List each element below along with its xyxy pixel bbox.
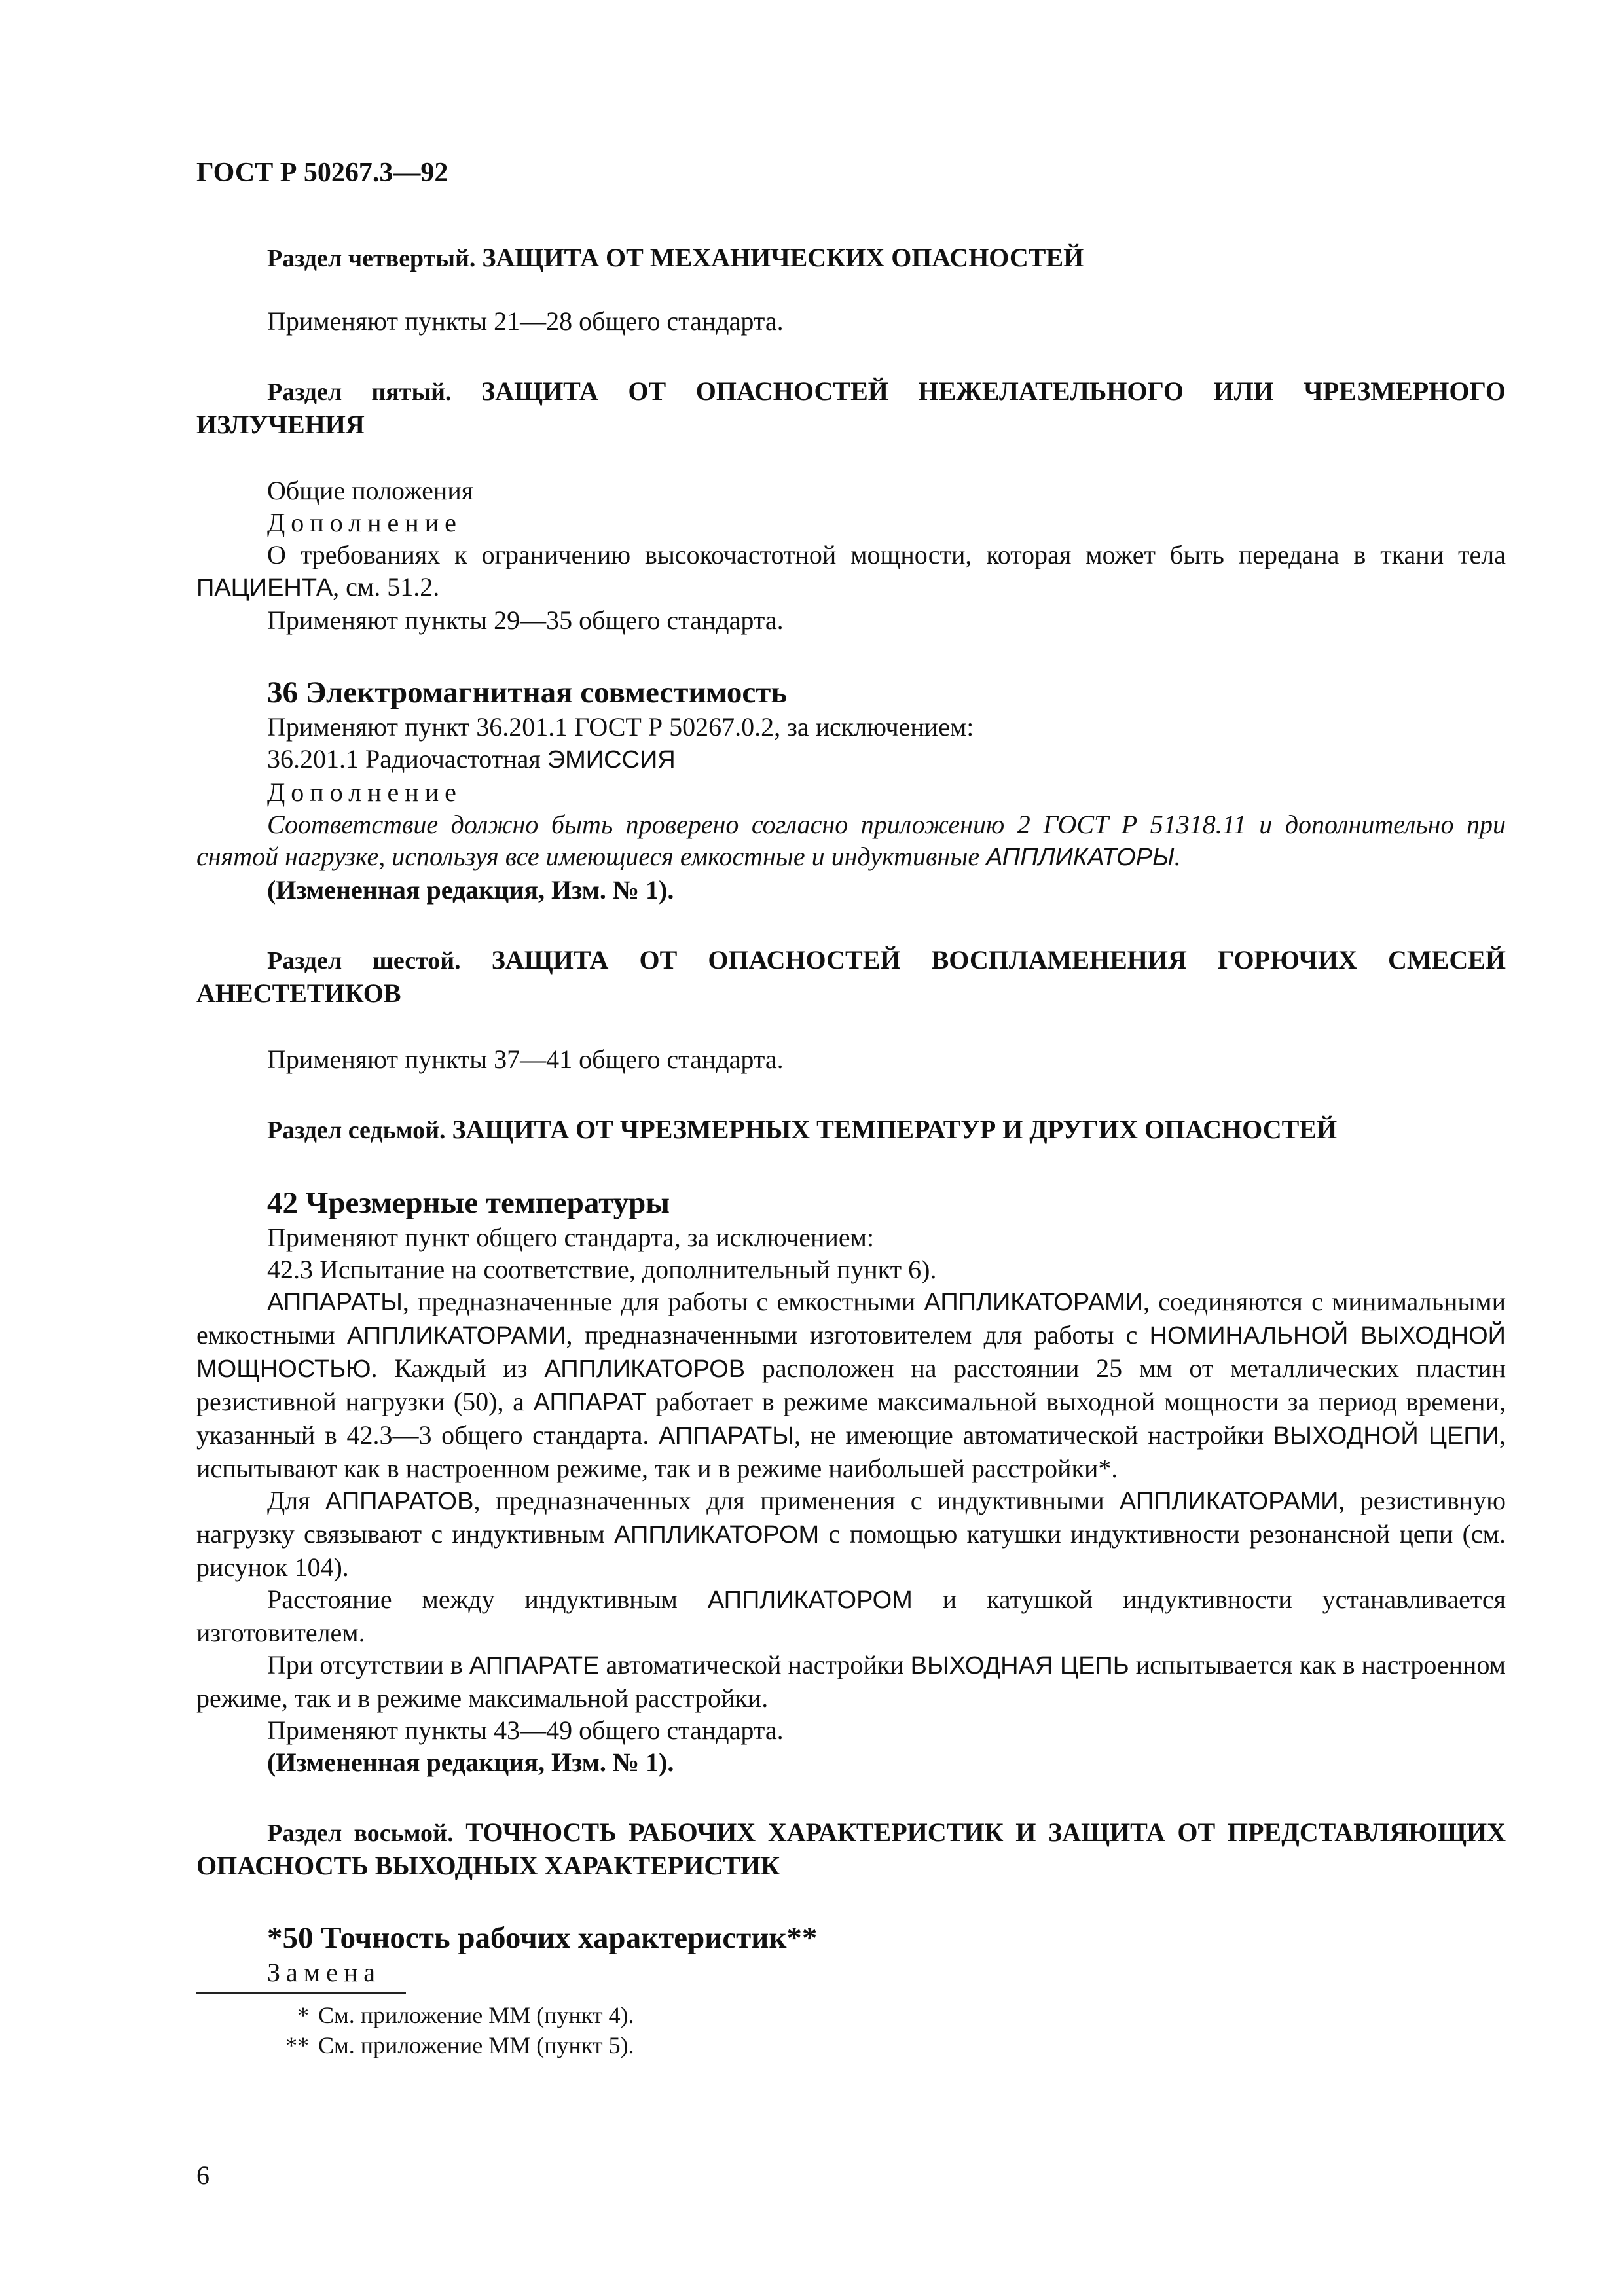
section-5-label: Раздел пятый. — [267, 378, 452, 406]
clause-36-heading: 36 Электромагнитная совместимость — [267, 675, 788, 709]
footnote-divider — [196, 1992, 406, 1994]
clause-36-amendment: (Измененная редакция, Изм. № 1). — [267, 875, 674, 905]
section-4-heading — [196, 242, 1506, 275]
clause-36-addition-label: Дополнение — [267, 778, 462, 807]
clause-36-subitem: 36.201.1 Радиочастотная ЭМИССИЯ — [267, 744, 676, 774]
document-page — [196, 157, 1506, 2060]
section-4-label: Раздел четвертый. — [267, 245, 476, 272]
clause-50-replacement-label: Замена — [267, 1958, 382, 1987]
section-5-general: Общие положения — [267, 476, 474, 505]
clause-42-paragraph-4: При отсутствии в АППАРАТЕ автоматической настройки ВЫХОДНАЯ ЦЕПЬ испытывается как в настроенном режиме, так и в режиме максимальной расстройки. — [196, 1650, 1506, 1713]
section-6-title: ЗАЩИТА ОТ ОПАСНОСТЕЙ ВОСПЛАМЕНЕНИЯ ГОРЮЧИХ СМЕСЕЙ АНЕСТЕТИКОВ — [196, 945, 1506, 1008]
footnotes — [196, 2000, 1506, 2060]
section-5-heading — [196, 375, 1506, 440]
section-5-title: ЗАЩИТА ОТ ОПАСНОСТЕЙ НЕЖЕЛАТЕЛЬНОГО ИЛИ ЧРЕЗМЕРНОГО ИЗЛУЧЕНИЯ — [196, 376, 1506, 439]
footnote: ** См. приложение ММ (пункт 5). — [285, 2032, 634, 2058]
section-7-title: ЗАЩИТА ОТ ЧРЕЗМЕРНЫХ ТЕМПЕРАТУР И ДРУГИХ ОПАСНОСТЕЙ — [452, 1115, 1338, 1144]
section-7-heading — [196, 1113, 1506, 1147]
section-8-title: ТОЧНОСТЬ РАБОЧИХ ХАРАКТЕРИСТИК И ЗАЩИТА ОТ ПРЕДСТАВЛЯЮЩИХ ОПАСНОСТЬ ВЫХОДНЫХ ХАРАКТЕРИСТИК — [196, 1818, 1506, 1880]
clause-42-paragraph-2: Для АППАРАТОВ, предназначенных для применения с индуктивными АППЛИКАТОРАМИ, резистивную нагрузку связывают с индуктивным АППЛИКАТОРОМ с помощью катушки индуктивности резонансной цепи (см. рисунок 104). — [196, 1486, 1506, 1582]
clause-42-paragraph-1: АППАРАТЫ, предназначенные для работы с емкостными АППЛИКАТОРАМИ, соединяются с минимальными емкостными АППЛИКАТОРАМИ, предназначенными изготовителем для работы с НОМИНАЛЬНОЙ ВЫХОДНОЙ МОЩНОСТЬЮ. Каждый из АППЛИКАТОРОВ расположен на расстоянии 25 мм от металлических пластин резистивной нагрузки (50), а АППАРАТ работает в режиме максимальной выходной мощности за период времени, указанный в 42.3—3 общего стандарта. АППАРАТЫ, не имеющие автоматической настройки ВЫХОДНОЙ ЦЕПИ, испытывают как в настроенном режиме, так и в режиме наибольшей расстройки*. — [196, 1287, 1506, 1483]
document-code: ГОСТ Р 50267.3—92 — [196, 158, 448, 188]
section-8-heading — [196, 1816, 1506, 1882]
clause-42-heading: 42 Чрезмерные температуры — [267, 1186, 670, 1220]
page-number: 6 — [196, 2161, 210, 2190]
clause-42-amendment: (Измененная редакция, Изм. № 1). — [267, 1748, 674, 1777]
section-8-label: Раздел восьмой. — [267, 1820, 454, 1847]
section-6-heading — [196, 944, 1506, 1009]
section-6-body: Применяют пункты 37—41 общего стандарта. — [267, 1045, 784, 1074]
section-5-applies: Применяют пункты 29—35 общего стандарта. — [267, 605, 784, 635]
clause-42-intro: Применяют пункт общего стандарта, за исключением: — [267, 1223, 875, 1252]
clause-50-heading: *50 Точность рабочих характеристик** — [267, 1921, 818, 1955]
clause-42-paragraph-3: Расстояние между индуктивным АППЛИКАТОРОМ и катушкой индуктивности устанавливается изготовителем. — [196, 1585, 1506, 1647]
clause-36-body: Применяют пункт 36.201.1 ГОСТ Р 50267.0.2, за исключением: — [267, 712, 974, 742]
section-5-addition-label: Дополнение — [267, 508, 462, 537]
section-4-title: ЗАЩИТА ОТ МЕХАНИЧЕСКИХ ОПАСНОСТЕЙ — [482, 243, 1084, 272]
section-6-label: Раздел шестой. — [267, 947, 461, 975]
clause-42-applies: Применяют пункты 43—49 общего стандарта. — [267, 1715, 784, 1745]
clause-42-item: 42.3 Испытание на соответствие, дополнительный пункт 6). — [267, 1255, 937, 1284]
clause-36-compliance-text: Соответствие должно быть проверено согласно приложению 2 ГОСТ Р 51318.11 и дополнительно при снятой нагрузке, используя все имеющиеся емкостные и индуктивные АППЛИКАТОРЫ. — [196, 810, 1506, 871]
footnote: * См. приложение ММ (пункт 4). — [297, 2002, 634, 2028]
section-7-label: Раздел седьмой. — [267, 1117, 446, 1144]
section-5-addition-text: О требованиях к ограничению высокочастотной мощности, которая может быть передана в ткани тела ПАЦИЕНТА, см. 51.2. — [196, 540, 1506, 601]
section-4-body: Применяют пункты 21—28 общего стандарта. — [267, 306, 784, 336]
